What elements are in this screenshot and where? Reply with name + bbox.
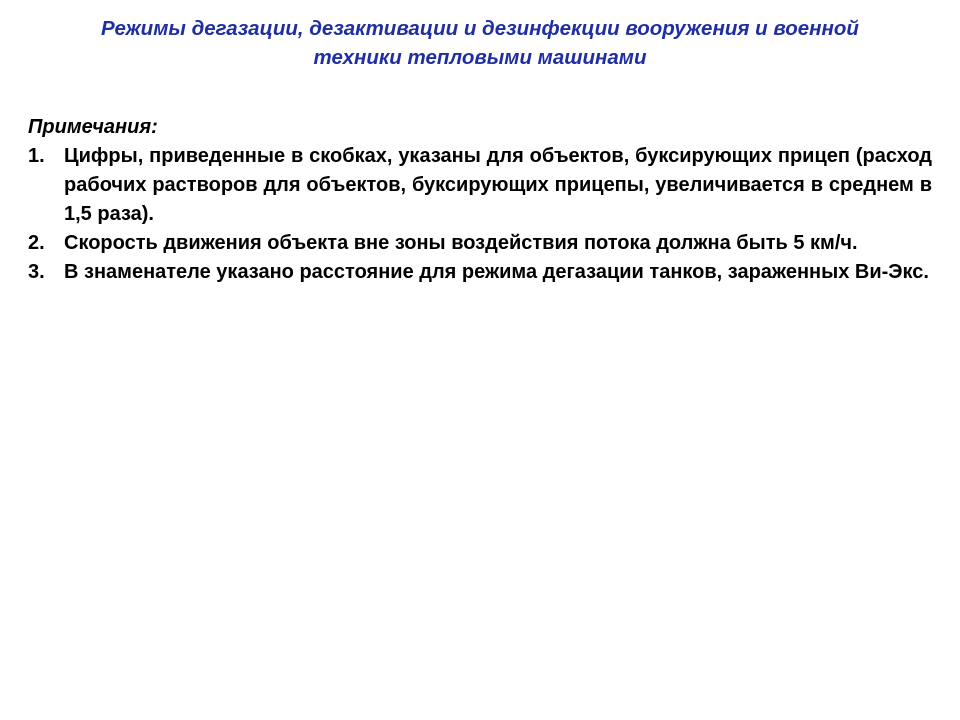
note-number: 1.: [28, 145, 45, 167]
notes-heading: Примечания:: [28, 116, 158, 138]
note-number: 2.: [28, 232, 45, 254]
notes-list: [28, 142, 932, 287]
slide-title: [20, 14, 940, 72]
notes-section: [28, 113, 932, 287]
note-item-3: [28, 258, 932, 287]
slide-title-line-2: техники тепловыми машинами: [313, 46, 647, 69]
note-text: В знаменателе указано расстояние для режима дегазации танков, зараженных Ви-Экс.: [64, 261, 929, 283]
slide-title-line-1: Режимы дегазации, дезактивации и дезинфекции вооружения и военной: [101, 17, 859, 40]
note-text: Цифры, приведенные в скобках, указаны для объектов, буксирующих прицеп (расход рабочих растворов для объектов, буксирующих прицепы, увеличивается в среднем в 1,5 раза).: [64, 145, 932, 225]
note-item-1: [28, 142, 932, 229]
note-item-2: [28, 229, 932, 258]
note-number: 3.: [28, 261, 45, 283]
note-text: Скорость движения объекта вне зоны воздействия потока должна быть 5 км/ч.: [64, 232, 858, 254]
